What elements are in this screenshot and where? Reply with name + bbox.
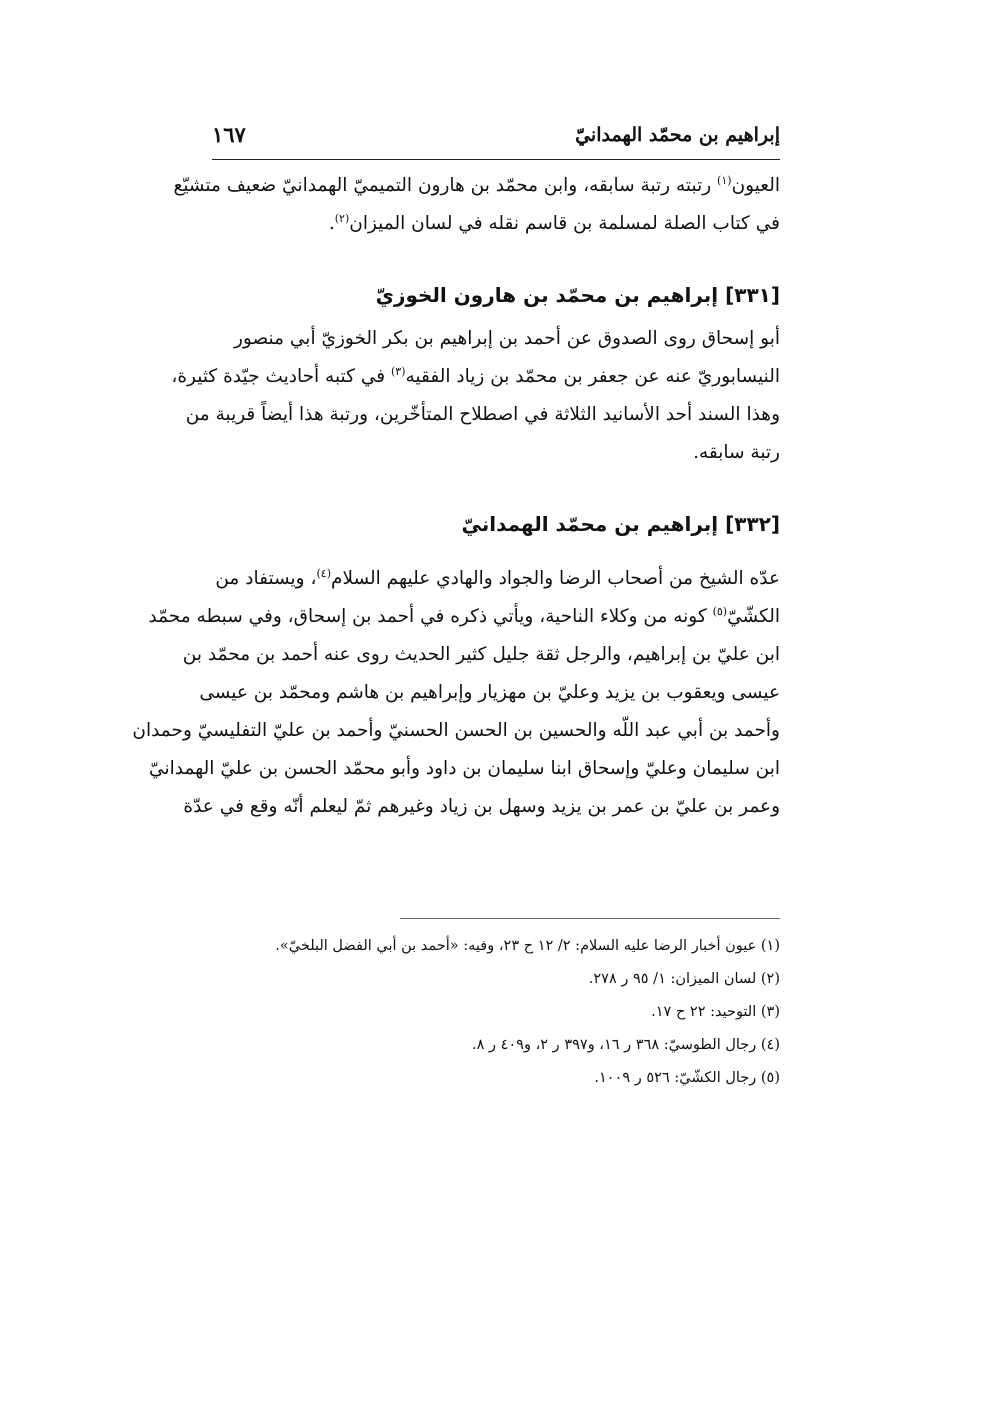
line-text: الكشّيّ xyxy=(727,606,780,627)
running-header-title: إبراهيم بن محمّد الهمدانيّ xyxy=(575,124,780,146)
footnote-marker[interactable]: (٣) xyxy=(390,364,406,378)
text-line xyxy=(173,167,780,205)
footnote-item: (٢) لسان الميزان: ١/ ٩٥ ر ٢٧٨. xyxy=(588,971,780,987)
footnote-item: (٥) رجال الكشّيّ: ٥٢٦ ر ١٠٠٩. xyxy=(594,1070,780,1086)
text-line xyxy=(212,434,780,472)
footnote-marker[interactable]: (٤) xyxy=(316,566,331,580)
line-text: رتبة سابقه. xyxy=(693,442,780,463)
line-text: في كتاب الصلة لمسلمة بن قاسم نقله في لسان الميزان xyxy=(349,213,780,234)
line-text: . xyxy=(328,213,335,234)
footnote-item: (١) عيون أخبار الرضا عليه السلام: ٢/ ١٢ ح ٢٣، وفيه: «أحمد بن أبي الفضل البلخيّ». xyxy=(275,938,780,954)
header-divider xyxy=(212,159,780,160)
line-text: رتبته رتبة سابقه، وابن محمّد بن هارون التميميّ الهمدانيّ ضعيف متشيّع xyxy=(173,175,718,196)
footnote-marker[interactable]: (٢) xyxy=(334,211,350,225)
line-text: وهذا السند أحد الأسانيد الثلاثة في اصطلاح المتأخّرين، ورتبة هذا أيضاً قريبة من xyxy=(185,404,780,425)
line-text: ابن سليمان وعليّ وإسحاق ابنا سليمان بن داود وأبو محمّد الحسن بن عليّ الهمدانيّ xyxy=(149,758,780,779)
text-line xyxy=(171,358,780,396)
text-line xyxy=(132,712,780,750)
text-line xyxy=(183,788,780,826)
line-text: العيون xyxy=(731,175,780,196)
line-text: أبو إسحاق روى الصدوق عن أحمد بن إبراهيم بن بكر الخوزيّ أبي منصور xyxy=(233,328,780,349)
footnote-marker[interactable]: (١) xyxy=(717,173,732,187)
line-text: النيسابوريّ عنه عن جعفر بن محمّد بن زياد الفقيه xyxy=(405,366,780,387)
footnote-item: (٤) رجال الطوسيّ: ٣٦٨ ر ١٦، و٣٩٧ ر ٢، و٤٠٩ ر ٨. xyxy=(471,1037,780,1053)
entry-331-paragraph xyxy=(171,320,780,472)
line-text: عيسى ويعقوب بن يزيد وعليّ بن مهزيار وإبراهيم بن هاشم ومحمّد بن عيسى xyxy=(199,682,780,703)
line-text: في كتبه أحاديث جيّدة كثيرة، xyxy=(171,366,391,387)
text-line xyxy=(212,205,780,243)
text-line xyxy=(149,750,780,788)
line-text: ابن عليّ بن إبراهيم، والرجل ثقة جليل كثير الحديث روى عنه أحمد بن محمّد بن xyxy=(182,644,780,665)
line-text: وأحمد بن أبي عبد اللّه والحسين بن الحسن الحسنيّ وأحمد بن عليّ التفليسيّ وحمدان xyxy=(132,720,780,741)
line-text: ، ويستفاد من xyxy=(215,568,317,589)
text-line xyxy=(148,598,780,636)
footnote-item: (٣) التوحيد: ٢٢ ح ١٧. xyxy=(651,1004,780,1020)
text-line xyxy=(185,396,780,434)
continuation-paragraph xyxy=(173,167,780,243)
text-line xyxy=(212,320,780,358)
entry-332-paragraph xyxy=(132,560,780,826)
footnote-divider xyxy=(400,918,780,919)
line-text: عدّه الشيخ من أصحاب الرضا والجواد والهادي عليهم السلام xyxy=(331,568,780,589)
page-number: ١٦٧ xyxy=(212,122,246,147)
footnote-marker[interactable]: (٥) xyxy=(712,604,728,618)
text-line xyxy=(199,674,780,712)
text-line xyxy=(182,636,780,674)
entry-heading-332: [٣٣٢] إبراهيم بن محمّد الهمدانيّ xyxy=(461,512,780,536)
line-text: كونه من وكلاء الناحية، ويأتي ذكره في أحمد بن إسحاق، وفي سبطه محمّد xyxy=(148,606,713,627)
entry-heading-331: [٣٣١] إبراهيم بن محمّد بن هارون الخوزيّ xyxy=(375,283,780,307)
footnotes xyxy=(212,930,780,1095)
text-line xyxy=(212,560,780,598)
line-text: وعمر بن عليّ بن عمر بن يزيد وسهل بن زياد وغيرهم ثمّ ليعلم أنّه وقع في عدّة xyxy=(183,796,780,817)
